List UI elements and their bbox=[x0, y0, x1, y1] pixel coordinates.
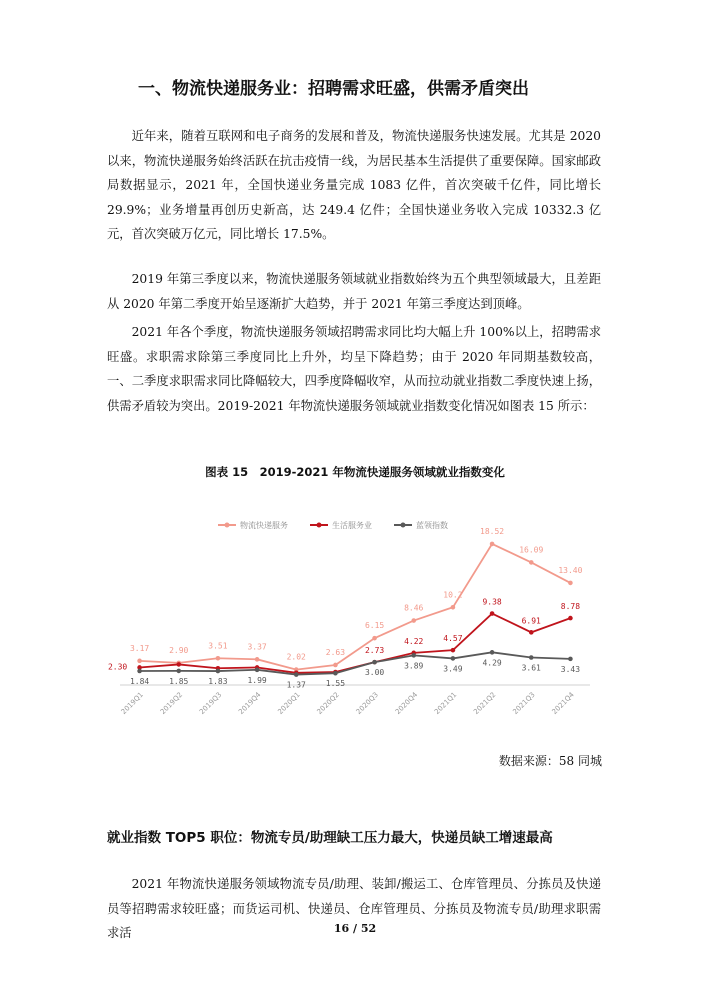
data-label: 3.89 bbox=[404, 661, 424, 671]
legend-entry: 蓝领指数 bbox=[416, 521, 448, 530]
data-point bbox=[568, 616, 573, 621]
series-line bbox=[140, 614, 571, 673]
legend-marker bbox=[225, 523, 230, 528]
data-label: 2.90 bbox=[169, 645, 189, 655]
data-point bbox=[529, 630, 534, 635]
data-label: 1.99 bbox=[247, 675, 267, 685]
data-label: 3.61 bbox=[521, 663, 541, 673]
legend-entry: 物流快递服务 bbox=[240, 521, 288, 530]
x-tick-label: 2019Q2 bbox=[158, 690, 185, 717]
data-point bbox=[176, 669, 181, 674]
data-point bbox=[137, 659, 142, 664]
legend-entry: 生活服务业 bbox=[332, 521, 372, 530]
data-label: 1.83 bbox=[208, 677, 228, 687]
data-point bbox=[176, 662, 181, 667]
data-point bbox=[529, 655, 534, 660]
data-point bbox=[568, 657, 573, 662]
legend-marker bbox=[401, 523, 406, 528]
data-label: 2.73 bbox=[364, 646, 385, 656]
chart-caption: 图表 15 2019-2021 年物流快递服务领域就业指数变化 bbox=[205, 465, 505, 479]
paragraph-1: 近年来，随着互联网和电子商务的发展和普及，物流快递服务快速发展。尤其是 2020 以来，物流快递服务始终活跃在抗击疫情一线，为居民基本生活提供了重要保障。国家邮政局数据显示，2021 年，全国快递业务量完成 1083 亿件，首次突破千亿件，同比增长 29.9%；业务增量再创历史新高，达 249.4 亿件；全国快递业务收入完成 10332.3 亿元，首次突破万亿元，同比增长 17.5%。 bbox=[107, 129, 601, 242]
data-label: 3.49 bbox=[443, 664, 463, 674]
data-point bbox=[294, 672, 299, 677]
data-point bbox=[451, 648, 456, 653]
data-label: 1.85 bbox=[169, 676, 189, 686]
page-number: 16 / 52 bbox=[333, 922, 377, 935]
data-label: 13.40 bbox=[558, 565, 583, 575]
data-label: 10.2 bbox=[443, 590, 463, 600]
data-label: 6.15 bbox=[364, 621, 385, 631]
data-label: 4.29 bbox=[482, 658, 502, 668]
data-label: 4.57 bbox=[443, 634, 463, 644]
data-label: 1.55 bbox=[325, 679, 346, 689]
data-label: 18.52 bbox=[480, 526, 505, 536]
x-tick-label: 2019Q3 bbox=[198, 690, 224, 717]
employment-index-chart bbox=[100, 500, 610, 740]
data-label: 1.37 bbox=[286, 680, 306, 690]
data-label: 4.22 bbox=[404, 636, 424, 646]
x-tick-label: 2020Q3 bbox=[354, 690, 380, 717]
paragraph-4: 2021 年物流快递服务领域物流专员/助理、装卸/搬运工、仓库管理员、分拣员及快递员等招聘需求较旺盛；而货运司机、快递员、仓库管理员、分拣员及物流专员/助理求职需求活 bbox=[107, 877, 601, 941]
data-label: 8.46 bbox=[404, 603, 424, 613]
data-label: 16.09 bbox=[519, 545, 544, 555]
data-label: 1.84 bbox=[129, 676, 150, 686]
data-point bbox=[568, 581, 573, 586]
data-label: 2.63 bbox=[325, 647, 346, 657]
data-point bbox=[333, 671, 338, 676]
data-point bbox=[411, 653, 416, 658]
data-point bbox=[451, 605, 456, 610]
x-tick-label: 2021Q4 bbox=[550, 690, 576, 717]
data-label: 2.02 bbox=[286, 652, 306, 662]
data-label: 3.43 bbox=[560, 664, 581, 674]
x-tick-label: 2020Q4 bbox=[393, 690, 420, 717]
data-label: 3.51 bbox=[208, 641, 228, 651]
data-label: 8.78 bbox=[560, 602, 581, 612]
x-tick-label: 2019Q4 bbox=[237, 690, 263, 717]
data-point bbox=[411, 618, 416, 623]
data-point bbox=[490, 542, 495, 547]
x-tick-label: 2020Q1 bbox=[276, 690, 302, 717]
series-line bbox=[140, 652, 571, 674]
data-label: 3.00 bbox=[364, 668, 385, 678]
data-point bbox=[255, 657, 260, 662]
data-point bbox=[490, 611, 495, 616]
data-point bbox=[529, 560, 534, 565]
data-point bbox=[137, 669, 142, 674]
data-point bbox=[216, 669, 221, 674]
data-label: 6.91 bbox=[521, 616, 541, 626]
data-label: 9.38 bbox=[482, 597, 502, 607]
x-tick-label: 2021Q2 bbox=[472, 690, 498, 717]
data-point bbox=[372, 660, 377, 665]
paragraph-2: 2019 年第三季度以来，物流快递服务领域就业指数始终为五个典型领域最大，且差距从 2020 年第二季度开始呈逐渐扩大趋势，并于 2021 年第三季度达到顶峰。 bbox=[107, 272, 601, 311]
x-tick-label: 2021Q3 bbox=[511, 690, 537, 717]
data-point bbox=[372, 636, 377, 641]
sub-heading: 就业指数 TOP5 职位：物流专员/助理缺工压力最大，快递员缺工增速最高 bbox=[107, 830, 553, 846]
data-point bbox=[255, 668, 260, 673]
section-heading: 一、物流快递服务业：招聘需求旺盛，供需矛盾突出 bbox=[138, 79, 529, 99]
data-label: 3.37 bbox=[247, 642, 267, 652]
x-tick-label: 2019Q1 bbox=[119, 690, 145, 717]
legend-marker bbox=[317, 523, 322, 528]
data-label: 2.30 bbox=[107, 662, 128, 672]
data-source: 数据来源：58 同城 bbox=[498, 754, 602, 768]
data-label: 3.17 bbox=[129, 643, 150, 653]
paragraph-3: 2021 年各个季度，物流快递服务领域招聘需求同比均大幅上升 100%以上，招聘需求旺盛。求职需求除第三季度同比上升外，均呈下降趋势；由于 2020 年同期基数较高，一、二季度求职需求同比降幅较大，四季度降幅收窄，从而拉动就业指数二季度快速上扬，供需矛盾较为突出。2019-2021 年物流快递服务领域就业指数变化情况如图表 15 所示： bbox=[107, 325, 601, 413]
x-tick-label: 2020Q2 bbox=[315, 690, 341, 717]
x-tick-label: 2021Q1 bbox=[433, 690, 459, 717]
data-point bbox=[333, 663, 338, 668]
data-point bbox=[216, 656, 221, 661]
data-point bbox=[490, 650, 495, 655]
data-point bbox=[451, 656, 456, 661]
